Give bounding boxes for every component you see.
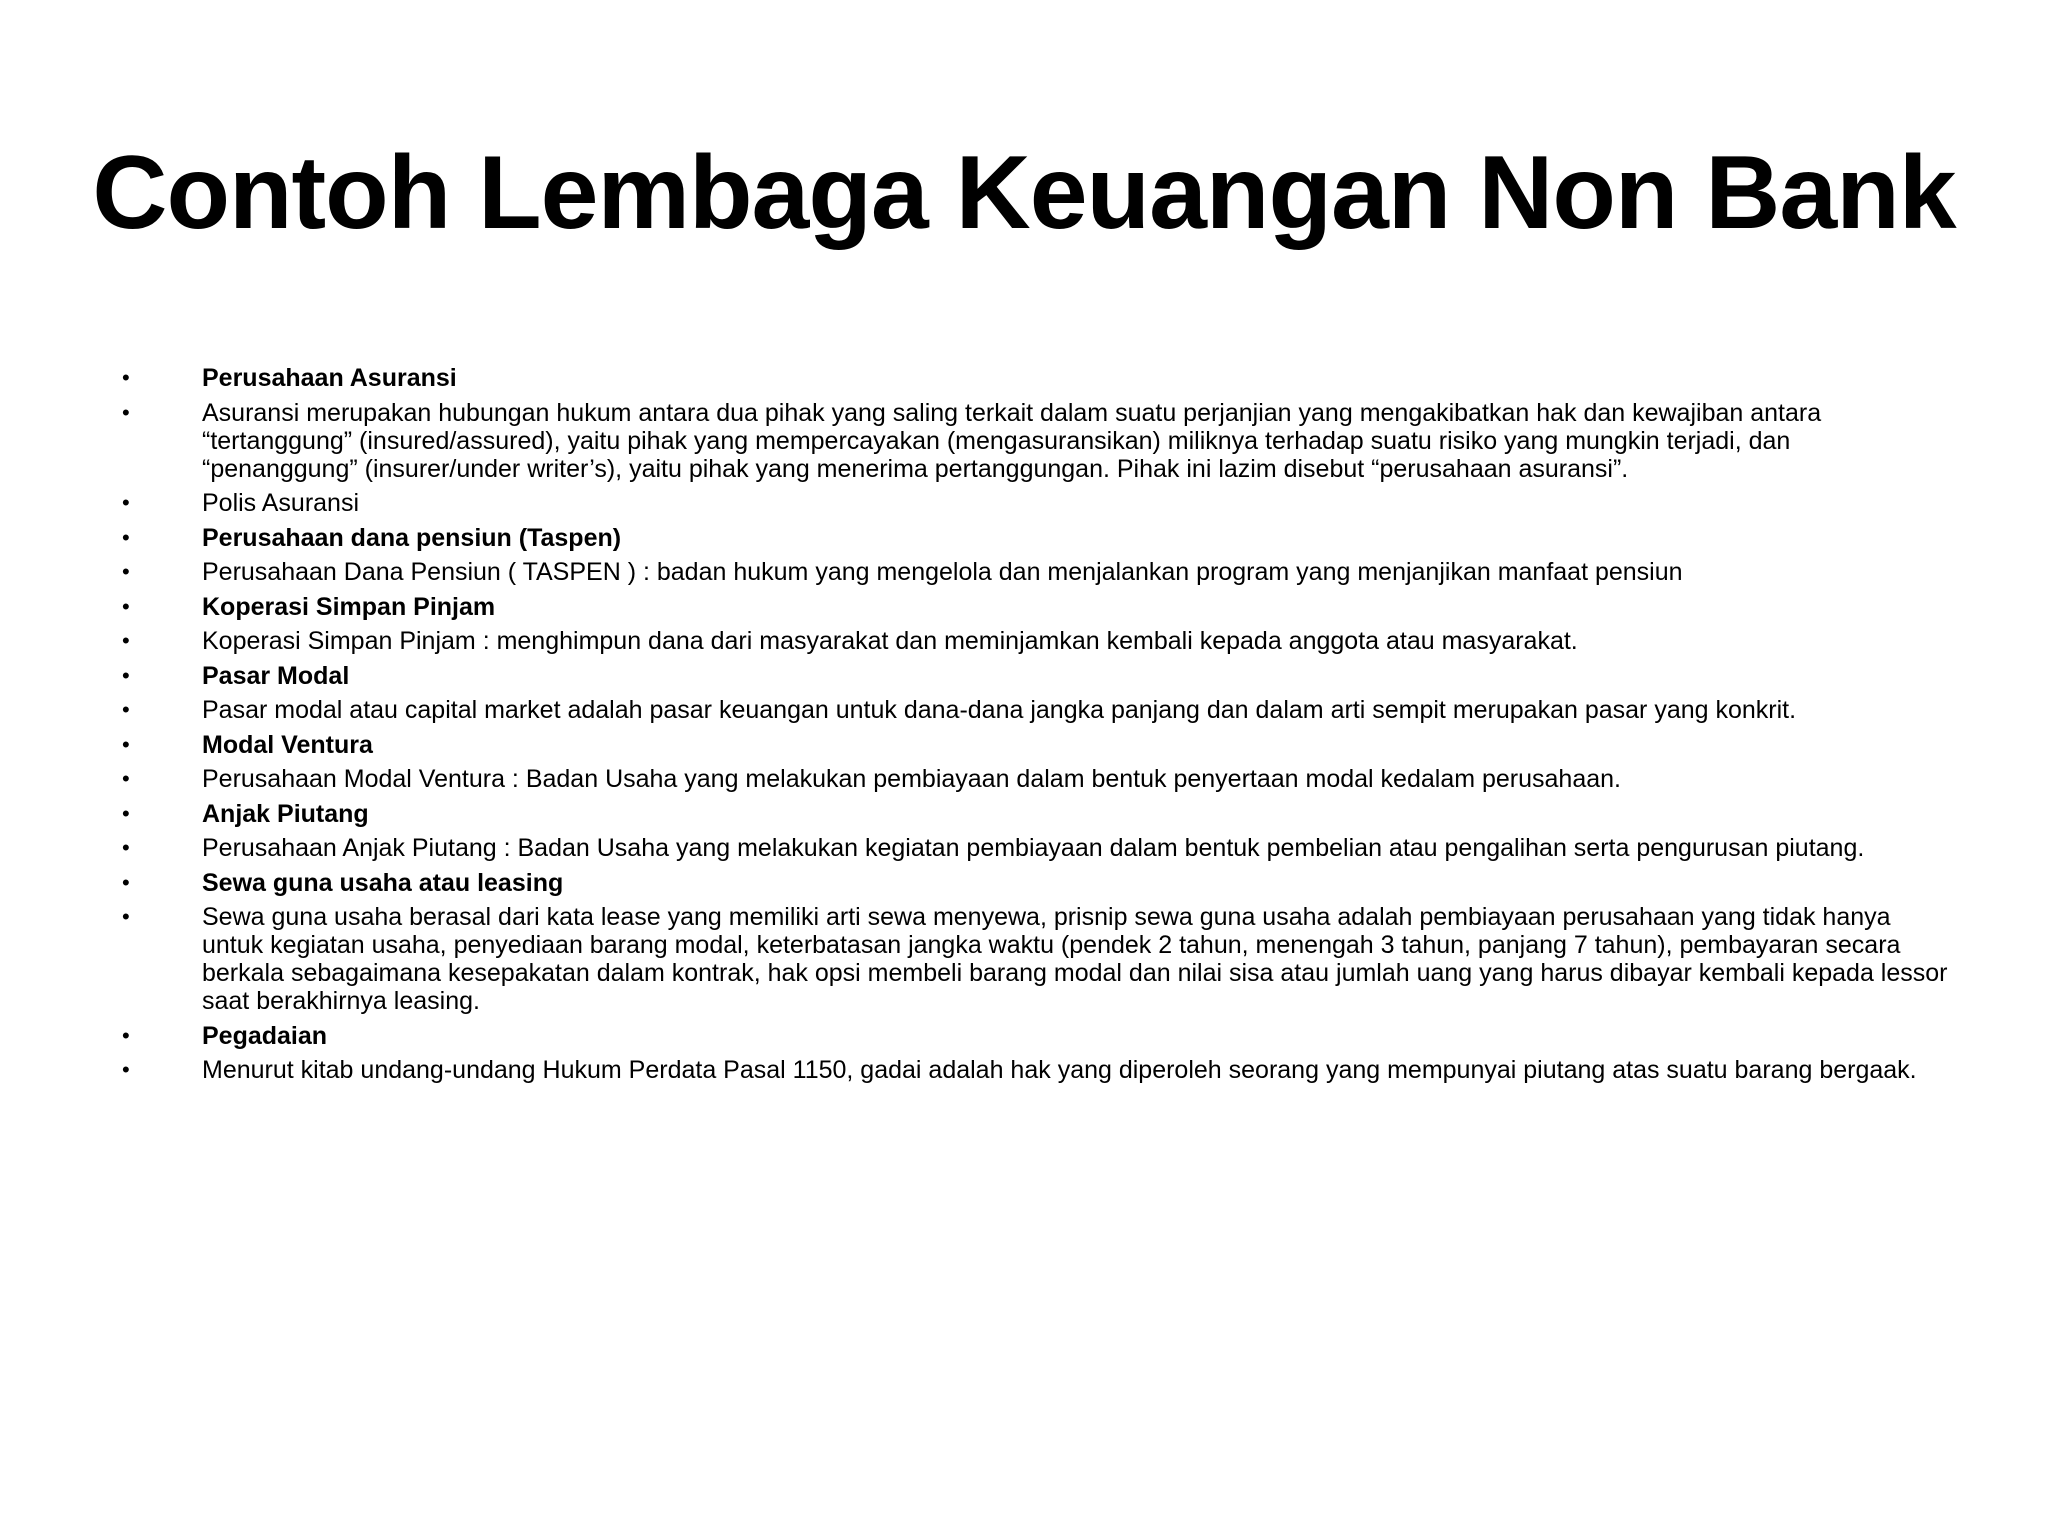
bullet-item [122, 558, 1952, 586]
bullet-dot: • [122, 662, 130, 688]
bullet-item [122, 696, 1952, 724]
bullet-text: Koperasi Simpan Pinjam : menghimpun dana dari masyarakat dan meminjamkan kembali kepada anggota atau masyarakat. [202, 627, 1578, 655]
slide-title: Contoh Lembaga Keuangan Non Bank [92, 135, 1956, 251]
bullet-heading [122, 593, 1952, 621]
bullet-text: Perusahaan Anjak Piutang : Badan Usaha yang melakukan kegiatan pembiayaan dalam bentuk pembelian atau pengalihan serta pengurusan piutang. [202, 834, 1865, 862]
bullet-text: Pasar modal atau capital market adalah pasar keuangan untuk dana-dana jangka panjang dan dalam arti sempit merupakan pasar yang konkrit. [202, 696, 1797, 724]
bullet-text: Anjak Piutang [202, 799, 369, 828]
bullet-item [122, 399, 1952, 483]
bullet-text: Perusahaan Modal Ventura : Badan Usaha yang melakukan pembiayaan dalam bentuk penyertaan modal kedalam perusahaan. [202, 765, 1621, 793]
bullet-text: Perusahaan dana pensiun (Taspen) [202, 523, 622, 552]
bullet-text: Perusahaan Dana Pensiun ( TASPEN ) : badan hukum yang mengelola dan menjalankan program yang menjanjikan manfaat pensiun [202, 558, 1683, 586]
bullet-item [122, 903, 1952, 1015]
bullet-text: Asuransi merupakan hubungan hukum antara dua pihak yang saling terkait dalam suatu perjanjian yang mengakibatkan hak dan kewajiban antara “tertanggung” (insured/assured), yaitu pihak yang mempercayakan (mengasuransikan) miliknya terhadap suatu risiko yang mungkin terjadi, dan “penanggung” (insurer/under writer’s), yaitu pihak yang menerima pertanggungan. Pihak ini lazim disebut “perusahaan asuransi”. [202, 398, 1822, 483]
bullet-dot: • [122, 835, 130, 860]
bullet-text: Pasar Modal [202, 661, 350, 690]
bullet-text: Sewa guna usaha berasal dari kata lease yang memiliki arti sewa menyewa, prisnip sewa guna usaha adalah pembiayaan perusahaan yang tidak hanya untuk kegiatan usaha, penyediaan barang modal, keterbatasan jangka waktu (pendek 2 tahun, menengah 3 tahun, panjang 7 tahun), pembayaran secara berkala sebagaimana kesepakatan dalam kontrak, hak opsi membeli barang modal dan nilai sisa atau jumlah uang yang harus dibayar kembali kepada lessor saat berakhirnya leasing. [202, 903, 1948, 1015]
bullet-heading [122, 731, 1952, 759]
bullet-list [122, 364, 1952, 1091]
bullet-dot: • [122, 1057, 130, 1082]
bullet-heading [122, 800, 1952, 828]
bullet-dot: • [122, 766, 130, 791]
bullet-dot: • [122, 697, 130, 722]
bullet-dot: • [122, 524, 130, 550]
bullet-text: Koperasi Simpan Pinjam [202, 592, 496, 621]
bullet-dot: • [122, 1022, 130, 1048]
bullet-text: Menurut kitab undang-undang Hukum Perdata Pasal 1150, gadai adalah hak yang diperoleh seorang yang mempunyai piutang atas suatu barang bergaak. [202, 1056, 1917, 1084]
bullet-item [122, 1056, 1952, 1084]
bullet-item [122, 489, 1952, 517]
bullet-heading [122, 524, 1952, 552]
bullet-text: Pegadaian [202, 1021, 328, 1050]
bullet-text: Perusahaan Asuransi [202, 364, 457, 392]
bullet-text: Modal Ventura [202, 730, 373, 759]
bullet-heading [122, 364, 1952, 392]
bullet-dot: • [122, 904, 130, 929]
bullet-dot: • [122, 490, 130, 515]
bullet-dot: • [122, 593, 130, 619]
bullet-heading [122, 1022, 1952, 1050]
bullet-text: Polis Asuransi [202, 489, 360, 517]
bullet-dot: • [122, 628, 130, 653]
bullet-dot: • [122, 800, 130, 826]
bullet-item [122, 765, 1952, 793]
bullet-item [122, 627, 1952, 655]
bullet-item [122, 834, 1952, 862]
bullet-dot: • [122, 559, 130, 584]
bullet-dot: • [122, 399, 130, 425]
bullet-text: Sewa guna usaha atau leasing [202, 868, 564, 897]
bullet-dot: • [122, 869, 130, 895]
bullet-heading [122, 869, 1952, 897]
bullet-dot: • [122, 365, 130, 390]
bullet-dot: • [122, 731, 130, 757]
bullet-heading [122, 662, 1952, 690]
